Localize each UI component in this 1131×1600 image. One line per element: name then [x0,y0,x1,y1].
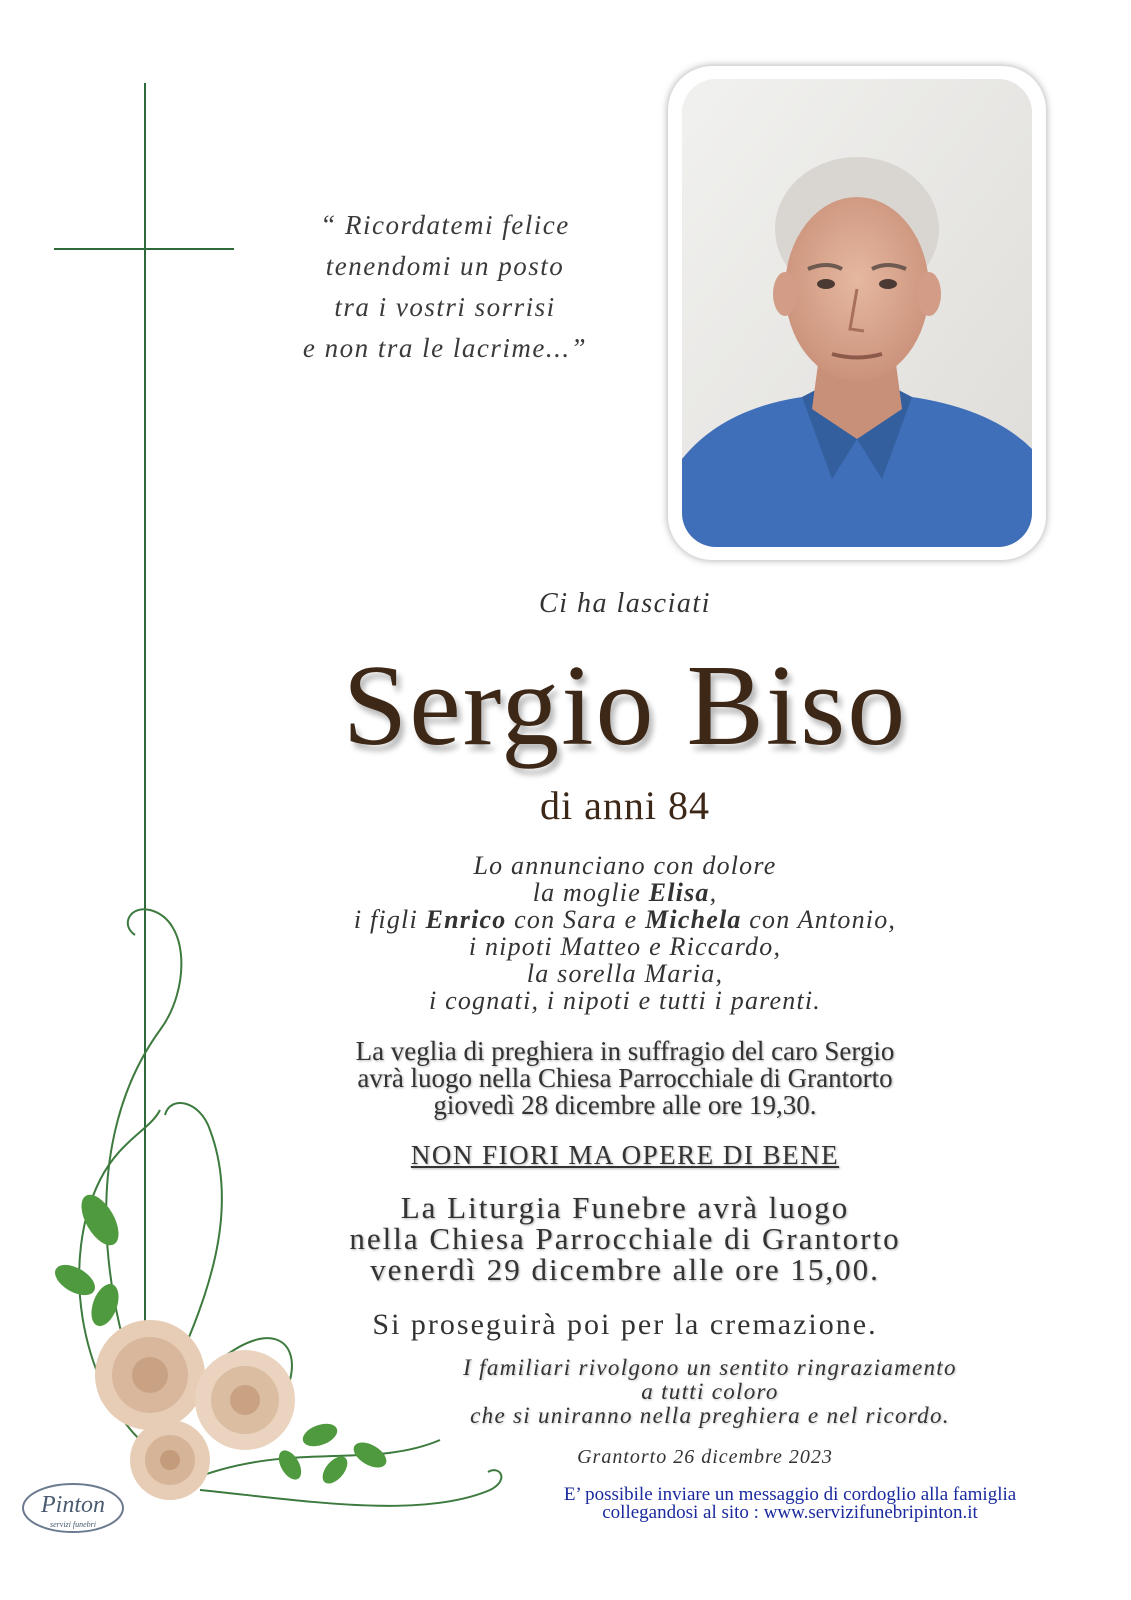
quote-line: tenendomi un posto [325,251,565,281]
liturgy-line: La Liturgia Funebre avrà luogo [400,1190,850,1225]
thanks-line: a tutti coloro [641,1379,779,1404]
portrait-illustration [682,79,1032,547]
cross-horizontal [54,248,234,250]
rose-decoration-icon [40,880,510,1560]
deceased-age: di anni 84 [540,783,710,828]
announce-line: i figli Enrico con Sara e Michela con Antonio, [353,905,897,934]
condolence-note [470,1486,1110,1522]
announce-line: i nipoti Matteo e Riccardo, [468,932,782,961]
thanks-line: I familiari rivolgono un sentito ringraziamento [463,1355,957,1380]
logo-text: Pinton [41,1492,105,1518]
announce-line: Lo annunciano con dolore [473,851,777,880]
thanks-line: che si uniranno nella preghiera e nel ricordo. [470,1403,950,1428]
logo-tagline: servizi funebri [50,1520,96,1529]
no-flowers-note: NON FIORI MA OPERE DI BENE [410,1140,840,1170]
announce-line: la sorella Maria, [526,959,724,988]
liturgy-line: nella Chiesa Parrocchiale di Grantorto [349,1221,901,1256]
portrait-photo [682,79,1032,547]
place-date: Grantorto 26 dicembre 2023 [577,1446,833,1468]
announce-line: la moglie Elisa, [532,878,718,907]
vigil-line: avrà luogo nella Chiesa Parrocchiale di Grantorto [357,1063,893,1093]
quote-line: “ Ricordatemi felice [320,210,570,240]
intro-phrase: Ci ha lasciati [539,588,711,619]
memorial-quote [270,205,620,369]
announce-line: i cognati, i nipoti e tutti i parenti. [428,986,821,1015]
quote-line: e non tra le lacrime...” [302,333,588,363]
condolence-link[interactable]: collegandosi al sito : www.servizifunebripinton.it [602,1502,978,1523]
pinton-logo [18,1480,128,1540]
quote-line: tra i vostri sorrisi [334,292,556,322]
condolence-line: E’ possibile inviare un messaggio di cordoglio alla famiglia [563,1484,1017,1505]
vigil-line: giovedì 28 dicembre alle ore 19,30. [433,1090,817,1120]
liturgy-line: venerdì 29 dicembre alle ore 15,00. [370,1252,880,1287]
cremation-note: Si proseguirà poi per la cremazione. [372,1308,878,1341]
vigil-line: La veglia di preghiera in suffragio del caro Sergio [355,1036,895,1066]
deceased-name: Sergio Biso [342,642,908,770]
